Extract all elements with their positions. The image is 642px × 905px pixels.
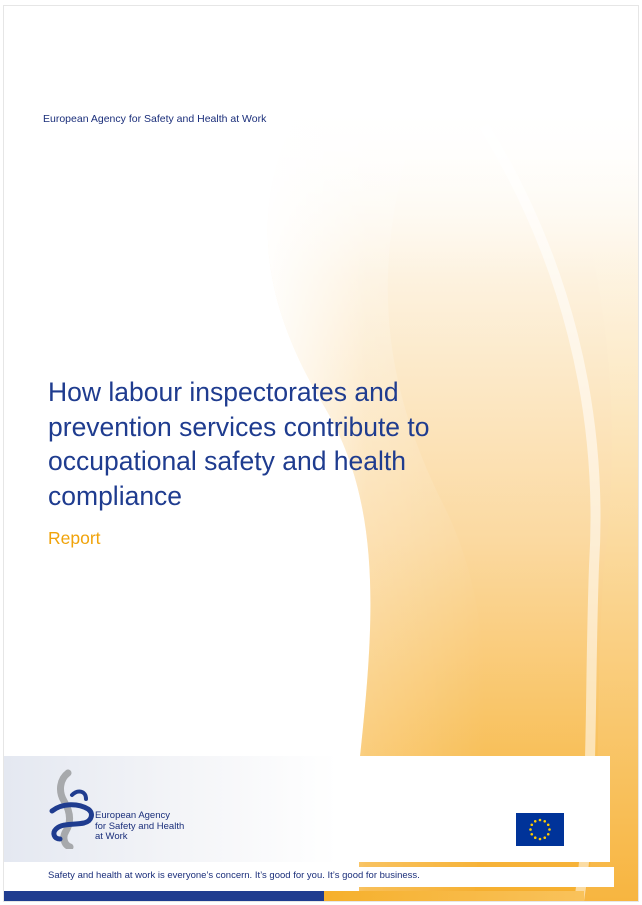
osha-logo-text xyxy=(95,811,184,843)
title-line: prevention services contribute to xyxy=(48,411,430,442)
title-line: How labour inspectorates and xyxy=(48,377,399,407)
title-line: compliance xyxy=(48,480,183,511)
agency-name-header: European Agency for Safety and Health at Work xyxy=(43,113,267,125)
logo-text-line: for Safety and Health xyxy=(95,820,185,832)
logo-text-line: at Work xyxy=(95,831,128,842)
logo-text-line: European Agency xyxy=(95,810,171,821)
footer-tagline: Safety and health at work is everyone’s concern. It’s good for you. It’s good for business. xyxy=(48,870,420,881)
osha-logo-icon xyxy=(48,769,100,849)
report-cover-page xyxy=(4,6,638,901)
report-title xyxy=(48,375,518,513)
report-subtitle: Report xyxy=(48,528,101,548)
bottom-orange-stripe xyxy=(324,891,584,901)
title-line: occupational safety and health xyxy=(48,446,407,476)
eu-flag-icon xyxy=(516,813,564,846)
bottom-blue-stripe xyxy=(4,891,324,901)
